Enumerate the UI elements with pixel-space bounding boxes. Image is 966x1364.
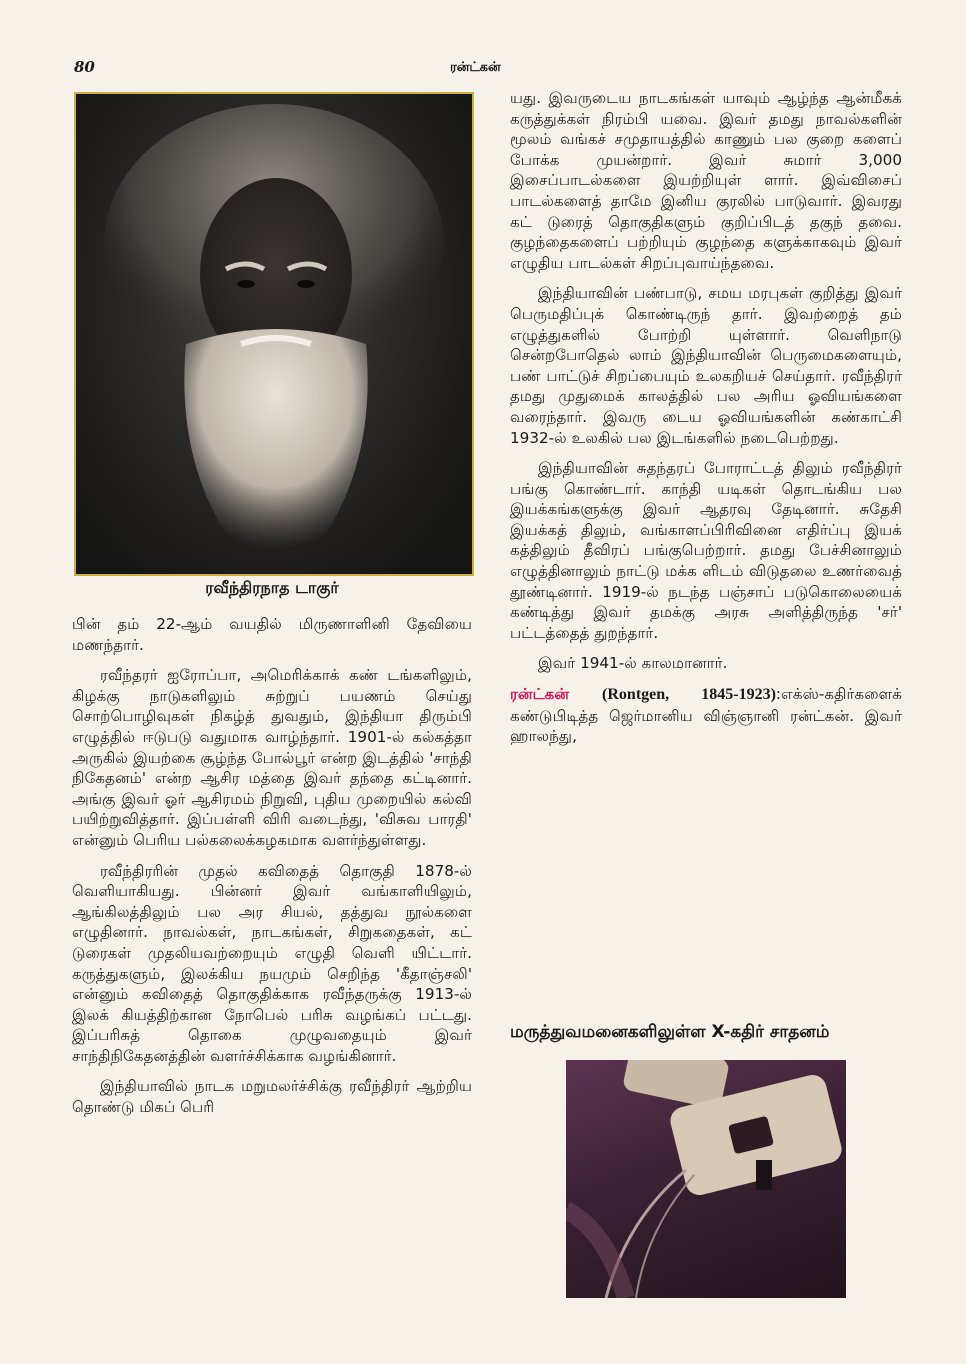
left-paragraph-3: ரவீந்திரரின் முதல் கவிதைத் தொகுதி 1878-ல் வெளியாகியது. பின்னர் இவர் வங்காளியிலும், ஆங்கிலத்திலும் பல அர சியல், தத்துவ நூல்களை எழுதினார். நாவல்கள், நாடகங்கள், சிறுகதைகள், கட் டுரைகள் முதலியவற்றையும் எழுதி வெளி யிட்டார். கருத்துகளும், இலக்கிய நயமும் செறிந்த 'கீதாஞ்சலி' என்னும் கவிதைத் தொகுதிக்காக ரவீந்தருக்கு 1913-ல் இலக் கியத்திற்கான நோபெல் பரிசு வழங்கப் பட்டது. இப்பரிசுத் தொகை முழுவதையும் இவர் சாந்திநிகேதனத்தின் வளர்ச்சிக்காக வழங்கினார். (72, 861, 472, 1065)
left-paragraph-4: இந்தியாவில் நாடக மறுமலர்ச்சிக்கு ரவீந்திரர் ஆற்றிய தொண்டு மிகப் பெரி (72, 1077, 472, 1117)
page-number: 80 (74, 58, 95, 76)
left-column (72, 614, 472, 1128)
xray-caption: மருத்துவமனைகளிலுள்ள X-கதிர் சாதனம் (510, 1022, 830, 1042)
portrait-caption: ரவீந்திரநாத டாகுர் (205, 578, 339, 597)
entry-latin-name: (Rontgen, 1845-1923) (602, 686, 776, 704)
xray-machine-drawing (566, 1060, 846, 1298)
right-paragraph-3: இந்தியாவின் சுதந்தரப் போராட்டத் திலும் ரவீந்திரர் பங்கு கொண்டார். காந்தி யடிகள் தொடங்கிய பல இயக்கங்களுக்கு இவர் ஆதரவு தேடினார். சுதேசி இயக்கத் திலும், வங்காளப்பிரிவினை எதிர்ப்பு இயக் கத்திலும் தீவிரப் பங்குபெற்றார். தமது பேச்சினாலும் எழுத்தினாலும் நாட்டு மக்க ளிடம் விடுதலை உணர்வைத் தூண்டினார். 1919-ல் நடந்த பஞ்சாப் படுகொலையைக் கண்டித்து இவர் தமக்கு அரசு அளித்திருந்த 'சர்' பட்டத்தைத் துறந்தார். (510, 459, 902, 642)
tagore-portrait-drawing (76, 94, 472, 574)
right-column (510, 88, 902, 757)
left-paragraph-2: ரவீந்தரர் ஐரோப்பா, அமெரிக்காக் கண் டங்களிலும், கிழக்கு நாடுகளிலும் சுற்றுப் பயணம் செய்து சொற்பொழிவுகள் நிகழ்த் துவதும், இந்தியா திரும்பி எழுத்தில் ஈடுபடு வதுமாக வாழ்ந்தார். 1901-ல் கல்கத்தா அருகில் இயற்கை சூழ்ந்த போல்பூர் என்ற இடத்தில் 'சாந்தி நிகேதனம்' என்ற ஆசிர மத்தை இவர் தந்தை கட்டினார். அங்கு இவர் ஓர் ஆசிரமம் நிறுவி, புதிய முறையில் கல்வி பயிற்றுவித்தார். இப்பள்ளி விரி வடைந்து, 'விசுவ பாரதி' என்னும் பெரிய பல்கலைக்கழகமாக வளர்ந்துள்ளது. (72, 666, 472, 849)
xray-machine-photo (566, 1060, 846, 1298)
entry-text: :எக்ஸ்-கதிர்களைக் கண்டுபிடித்த ஜெர்மானிய விஞ்ஞானி ரன்ட்கன். இவர் ஹாலந்து, (510, 685, 902, 746)
right-paragraph-4: இவர் 1941-ல் காலமானார். (538, 654, 728, 673)
running-head: ரன்ட்கன் (450, 60, 501, 75)
entry-headword: ரன்ட்கன் (510, 685, 570, 704)
tagore-portrait (74, 92, 474, 576)
right-paragraph-1: யது. இவருடைய நாடகங்கள் யாவும் ஆழ்ந்த ஆன்மீகக் கருத்துக்கள் நிரம்பி யவை. இவர் தமது நாவல்களின் மூலம் வங்கச் சமுதாயத்தில் காணும் பல குறை களைப் போக்க முயன்றார். இவர் சுமார் 3,000 இசைப்பாடல்களை இயற்றியுள் ளார். இவ்விசைப் பாடல்களைத் தாமே இனிய குரலில் பாடுவார். இவரது கட் டுரைத் தொகுதிகளும் குறிப்பிடத் தகுந் தவை. குழந்தைகளைப் பற்றியும் குழந்தை களுக்காகவும் இவர் எழுதிய பாடல்கள் சிறப்புவாய்ந்தவை. (510, 89, 902, 272)
rontgen-entry (510, 684, 902, 747)
left-paragraph-1: பின் தம் 22-ஆம் வயதில் மிருணாளினி தேவியை மணந்தார். (72, 615, 472, 654)
right-paragraph-2: இந்தியாவின் பண்பாடு, சமய மரபுகள் குறித்து இவர் பெருமதிப்புக் கொண்டிருந் தார். இவற்றைத் தம் எழுத்துகளில் போற்றி யுள்ளார். வெளிநாடு சென்றபோதெல் லாம் இந்தியாவின் பெருமைகளையும், பண் பாட்டுச் சிறப்பையும் உலகறியச் செய்தார். ரவீந்திரர் தமது முதுமைக் காலத்தில் பல அரிய ஓவியங்களை வரைந்தார். இவரு டைய ஓவியங்களின் கண்காட்சி 1932-ல் உலகில் பல இடங்களில் நடைபெற்றது. (510, 284, 902, 447)
